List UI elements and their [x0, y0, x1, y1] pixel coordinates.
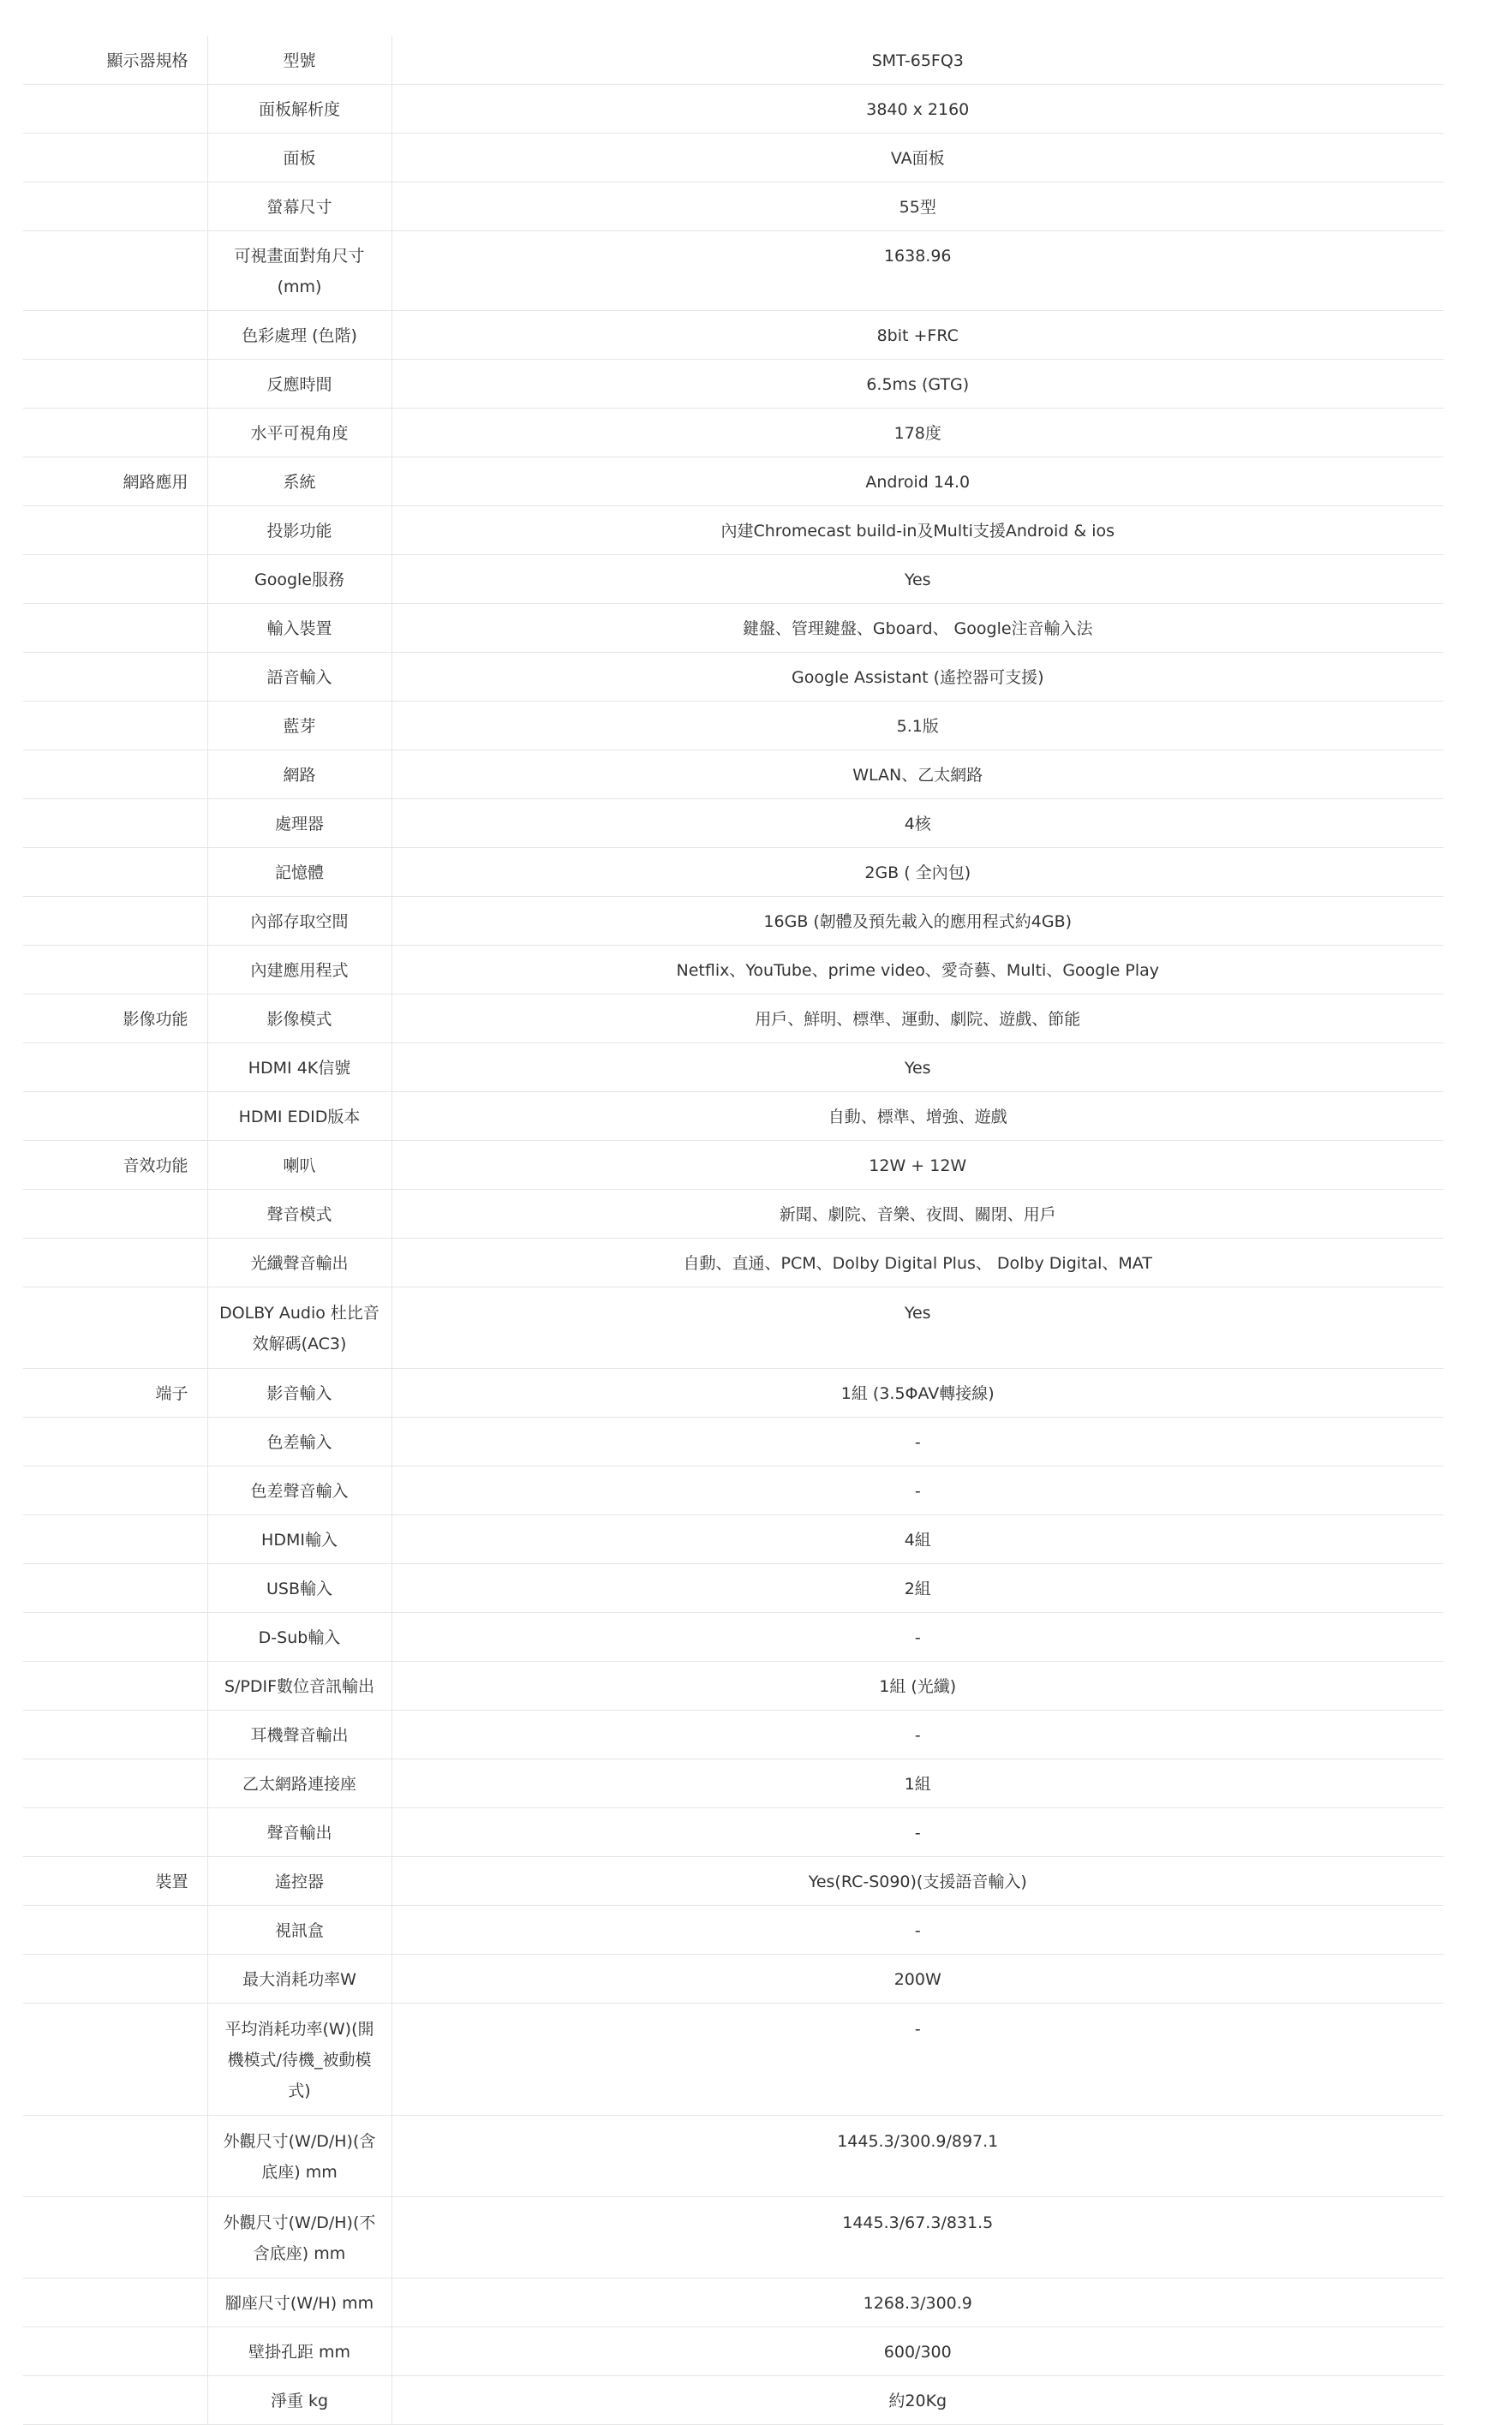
spec-row — [23, 506, 1443, 555]
spec-row — [23, 1955, 1443, 2004]
spec-category — [23, 506, 207, 555]
spec-value: 178度 — [391, 409, 1443, 457]
spec-row — [23, 2004, 1443, 2116]
spec-category — [23, 409, 207, 457]
spec-category — [23, 1190, 207, 1239]
spec-item-label: 內建應用程式 — [207, 946, 391, 994]
spec-value: 用戶、鮮明、標準、運動、劇院、遊戲、節能 — [391, 994, 1443, 1043]
spec-item-label: Google服務 — [207, 555, 391, 604]
spec-item-label: 聲音模式 — [207, 1190, 391, 1239]
spec-value: Yes — [391, 1043, 1443, 1092]
spec-value: 16GB (韌體及預先載入的應用程式約4GB) — [391, 897, 1443, 946]
spec-row — [23, 311, 1443, 360]
spec-item-label: 網路 — [207, 750, 391, 799]
spec-item-label: 腳座尺寸(W/H) mm — [207, 2279, 391, 2327]
spec-value: 3840 x 2160 — [391, 85, 1443, 134]
spec-category — [23, 2116, 207, 2197]
spec-item-label: 淨重 kg — [207, 2376, 391, 2425]
spec-value: 4組 — [391, 1515, 1443, 1564]
spec-row — [23, 1515, 1443, 1564]
spec-row — [23, 1141, 1443, 1190]
spec-category — [23, 946, 207, 994]
spec-category — [23, 1759, 207, 1808]
spec-item-label: 色彩處理 (色階) — [207, 311, 391, 360]
spec-row — [23, 848, 1443, 897]
spec-row — [23, 604, 1443, 653]
spec-item-label: 聲音輸出 — [207, 1808, 391, 1857]
spec-category — [23, 897, 207, 946]
spec-item-label: 語音輸入 — [207, 653, 391, 702]
spec-item-label: 記憶體 — [207, 848, 391, 897]
spec-value: 內建Chromecast build-in及Multi支援Android & ios — [391, 506, 1443, 555]
spec-item-label: 外觀尺寸(W/D/H)(不含底座) mm — [207, 2197, 391, 2279]
spec-item-label: 光纖聲音輸出 — [207, 1239, 391, 1287]
spec-value: 4核 — [391, 799, 1443, 848]
spec-category — [23, 1466, 207, 1515]
spec-row — [23, 1043, 1443, 1092]
spec-category — [23, 2197, 207, 2279]
spec-item-label: 平均消耗功率(W)(開機模式/待機_被動模式) — [207, 2004, 391, 2116]
spec-row — [23, 134, 1443, 182]
spec-value: 新聞、劇院、音樂、夜間、關閉、用戶 — [391, 1190, 1443, 1239]
spec-value: 1638.96 — [391, 231, 1443, 311]
spec-value: VA面板 — [391, 134, 1443, 182]
spec-item-label: 外觀尺寸(W/D/H)(含底座) mm — [207, 2116, 391, 2197]
spec-item-label: 內部存取空間 — [207, 897, 391, 946]
spec-row — [23, 360, 1443, 409]
spec-category — [23, 848, 207, 897]
spec-category — [23, 1287, 207, 1369]
spec-value: 鍵盤、管理鍵盤、Gboard、 Google注音輸入法 — [391, 604, 1443, 653]
spec-value: 自動、直通、PCM、Dolby Digital Plus、 Dolby Digital、MAT — [391, 1239, 1443, 1287]
spec-item-label: D-Sub輸入 — [207, 1613, 391, 1662]
spec-value: - — [391, 1466, 1443, 1515]
spec-item-label: HDMI 4K信號 — [207, 1043, 391, 1092]
spec-item-label: 系統 — [207, 457, 391, 506]
spec-row — [23, 1613, 1443, 1662]
spec-row — [23, 1808, 1443, 1857]
spec-value: - — [391, 1711, 1443, 1759]
spec-item-label: 遙控器 — [207, 1857, 391, 1906]
spec-value: 8bit +FRC — [391, 311, 1443, 360]
spec-category — [23, 1906, 207, 1955]
spec-item-label: 藍芽 — [207, 702, 391, 750]
spec-category: 網路應用 — [23, 457, 207, 506]
spec-category — [23, 1711, 207, 1759]
spec-row — [23, 1759, 1443, 1808]
spec-item-label: HDMI輸入 — [207, 1515, 391, 1564]
spec-category — [23, 360, 207, 409]
spec-value: - — [391, 1808, 1443, 1857]
spec-category: 影像功能 — [23, 994, 207, 1043]
spec-value: 1組 (光纖) — [391, 1662, 1443, 1711]
spec-row — [23, 182, 1443, 231]
spec-row — [23, 1239, 1443, 1287]
spec-item-label: 型號 — [207, 36, 391, 85]
spec-value: WLAN、乙太網路 — [391, 750, 1443, 799]
spec-row — [23, 2197, 1443, 2279]
spec-category — [23, 1043, 207, 1092]
spec-category — [23, 702, 207, 750]
spec-item-label: 反應時間 — [207, 360, 391, 409]
spec-row — [23, 2327, 1443, 2376]
spec-category — [23, 750, 207, 799]
spec-value: Yes — [391, 555, 1443, 604]
spec-item-label: HDMI EDID版本 — [207, 1092, 391, 1141]
spec-item-label: 影像模式 — [207, 994, 391, 1043]
spec-value: 5.1版 — [391, 702, 1443, 750]
spec-category — [23, 1092, 207, 1141]
spec-value: Android 14.0 — [391, 457, 1443, 506]
spec-row — [23, 799, 1443, 848]
spec-row — [23, 1418, 1443, 1466]
spec-value: SMT-65FQ3 — [391, 36, 1443, 85]
spec-value: 1組 (3.5ΦAV轉接線) — [391, 1369, 1443, 1418]
spec-category — [23, 1418, 207, 1466]
spec-value: 200W — [391, 1955, 1443, 2004]
spec-item-label: 色差聲音輸入 — [207, 1466, 391, 1515]
spec-item-label: 壁掛孔距 mm — [207, 2327, 391, 2376]
spec-value: 自動、標準、增強、遊戲 — [391, 1092, 1443, 1141]
spec-value: 1組 — [391, 1759, 1443, 1808]
spec-category — [23, 134, 207, 182]
spec-value: Yes — [391, 1287, 1443, 1369]
spec-category — [23, 1515, 207, 1564]
spec-category: 端子 — [23, 1369, 207, 1418]
spec-category — [23, 231, 207, 311]
spec-row — [23, 750, 1443, 799]
spec-value: - — [391, 1418, 1443, 1466]
spec-value: - — [391, 1613, 1443, 1662]
spec-row — [23, 1092, 1443, 1141]
spec-category — [23, 604, 207, 653]
spec-value: - — [391, 2004, 1443, 2116]
spec-item-label: 處理器 — [207, 799, 391, 848]
spec-value: Yes(RC-S090)(支援語音輸入) — [391, 1857, 1443, 1906]
spec-item-label: S/PDIF數位音訊輸出 — [207, 1662, 391, 1711]
spec-row — [23, 946, 1443, 994]
spec-category — [23, 1564, 207, 1613]
spec-item-label: 乙太網路連接座 — [207, 1759, 391, 1808]
spec-row — [23, 36, 1443, 85]
spec-item-label: 可視畫面對角尺寸(mm) — [207, 231, 391, 311]
spec-row — [23, 1906, 1443, 1955]
spec-item-label: 面板 — [207, 134, 391, 182]
spec-row — [23, 1190, 1443, 1239]
spec-value: 600/300 — [391, 2327, 1443, 2376]
spec-category — [23, 653, 207, 702]
spec-item-label: 耳機聲音輸出 — [207, 1711, 391, 1759]
spec-row — [23, 702, 1443, 750]
spec-row — [23, 2376, 1443, 2425]
spec-category — [23, 1808, 207, 1857]
spec-row — [23, 1662, 1443, 1711]
spec-value: 約20Kg — [391, 2376, 1443, 2425]
spec-category: 顯示器規格 — [23, 36, 207, 85]
spec-item-label: 視訊盒 — [207, 1906, 391, 1955]
spec-category — [23, 311, 207, 360]
spec-item-label: 輸入裝置 — [207, 604, 391, 653]
spec-category: 音效功能 — [23, 1141, 207, 1190]
spec-item-label: 投影功能 — [207, 506, 391, 555]
spec-row — [23, 1711, 1443, 1759]
spec-value: 1445.3/67.3/831.5 — [391, 2197, 1443, 2279]
spec-category — [23, 85, 207, 134]
spec-category — [23, 2279, 207, 2327]
spec-row — [23, 457, 1443, 506]
spec-item-label: USB輸入 — [207, 1564, 391, 1613]
spec-category — [23, 2004, 207, 2116]
spec-table — [23, 36, 1443, 2425]
spec-row — [23, 994, 1443, 1043]
spec-item-label: 面板解析度 — [207, 85, 391, 134]
spec-category — [23, 182, 207, 231]
spec-value: 12W + 12W — [391, 1141, 1443, 1190]
spec-category — [23, 555, 207, 604]
spec-category — [23, 1239, 207, 1287]
spec-value: 2組 — [391, 1564, 1443, 1613]
spec-row — [23, 897, 1443, 946]
spec-category — [23, 1955, 207, 2004]
spec-row — [23, 555, 1443, 604]
spec-value: 1445.3/300.9/897.1 — [391, 2116, 1443, 2197]
spec-item-label: 水平可視角度 — [207, 409, 391, 457]
spec-category: 裝置 — [23, 1857, 207, 1906]
spec-category — [23, 2327, 207, 2376]
spec-item-label: 色差輸入 — [207, 1418, 391, 1466]
spec-row — [23, 409, 1443, 457]
spec-row — [23, 2116, 1443, 2197]
spec-item-label: DOLBY Audio 杜比音效解碼(AC3) — [207, 1287, 391, 1369]
spec-item-label: 喇叭 — [207, 1141, 391, 1190]
spec-row — [23, 2279, 1443, 2327]
spec-row — [23, 1287, 1443, 1369]
spec-row — [23, 1369, 1443, 1418]
spec-category — [23, 799, 207, 848]
spec-table-body — [23, 36, 1443, 2425]
spec-value: 6.5ms (GTG) — [391, 360, 1443, 409]
spec-row — [23, 1564, 1443, 1613]
spec-value: Google Assistant (遙控器可支援) — [391, 653, 1443, 702]
spec-row — [23, 231, 1443, 311]
spec-item-label: 螢幕尺寸 — [207, 182, 391, 231]
spec-value: - — [391, 1906, 1443, 1955]
spec-row — [23, 653, 1443, 702]
spec-row — [23, 1466, 1443, 1515]
spec-value: 2GB ( 全內包) — [391, 848, 1443, 897]
spec-category — [23, 1662, 207, 1711]
spec-row — [23, 1857, 1443, 1906]
spec-value: Netflix、YouTube、prime video、愛奇藝、Multi、Google Play — [391, 946, 1443, 994]
spec-item-label: 最大消耗功率W — [207, 1955, 391, 2004]
spec-category — [23, 2376, 207, 2425]
spec-row — [23, 85, 1443, 134]
spec-value: 1268.3/300.9 — [391, 2279, 1443, 2327]
spec-item-label: 影音輸入 — [207, 1369, 391, 1418]
spec-value: 55型 — [391, 182, 1443, 231]
spec-category — [23, 1613, 207, 1662]
